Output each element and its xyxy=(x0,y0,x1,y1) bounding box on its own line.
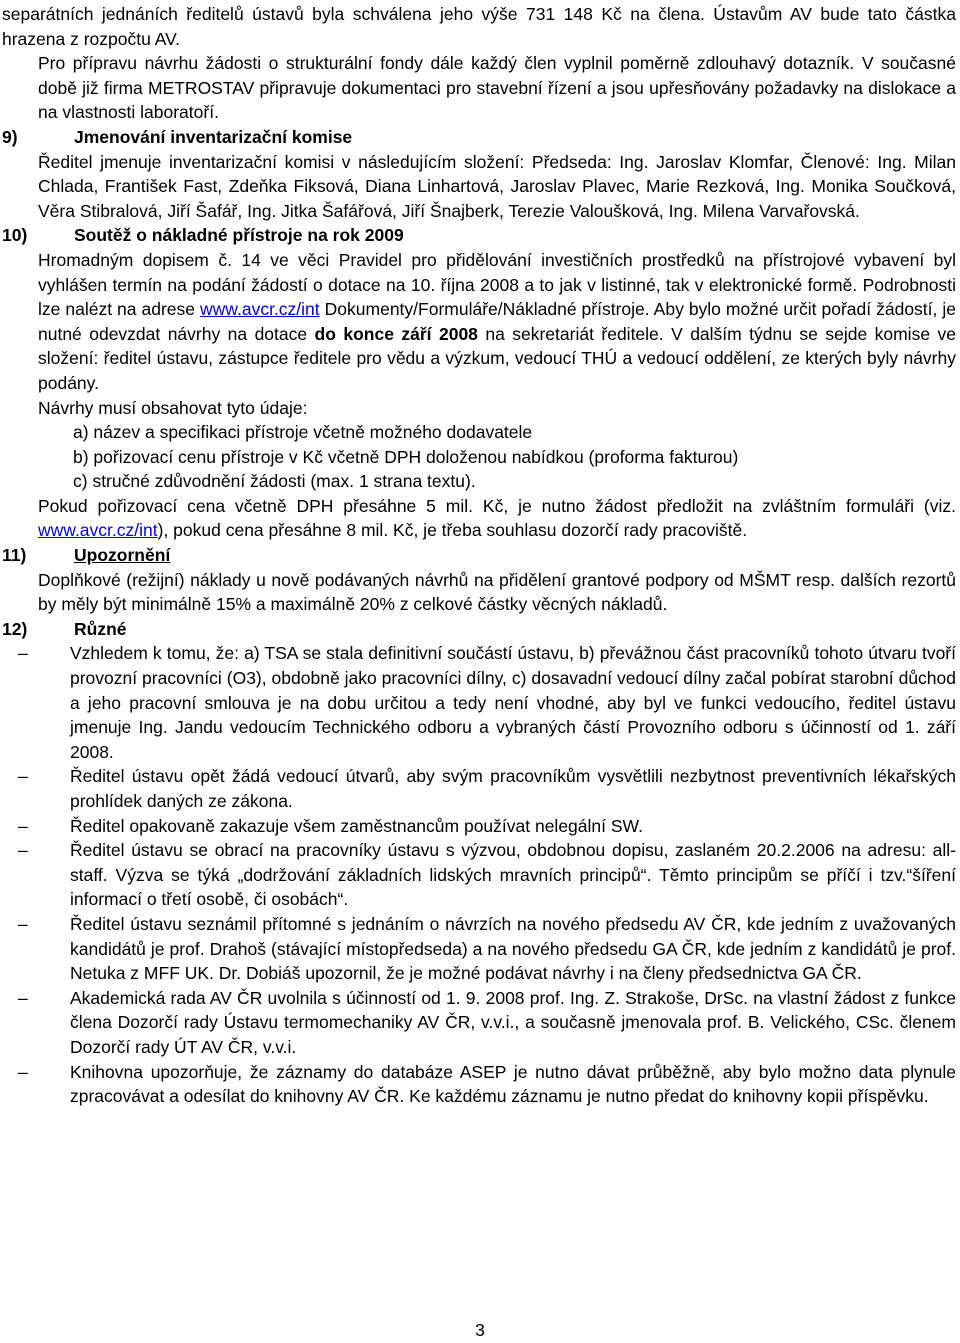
section-10-paragraph-3 xyxy=(38,494,956,543)
dash-bullet: – xyxy=(18,987,28,1008)
list-item xyxy=(2,764,956,813)
avcr-link[interactable]: www.avcr.cz/int xyxy=(38,520,158,541)
list-item xyxy=(2,912,956,986)
section-10-paragraph-2: Návrhy musí obsahovat tyto údaje: xyxy=(38,397,308,418)
list-item xyxy=(2,986,956,1060)
list-item: b) pořizovací cenu přístroje v Kč včetně DPH doloženou nabídkou (proforma fakturou) xyxy=(73,446,739,467)
page-number: 3 xyxy=(475,1320,485,1340)
bullet-text: Ředitel ústavu opět žádá vedoucí útvarů, aby svým pracovníkům vysvětlili nezbytnost preventivních lékařských prohlídek daných ze zákona. xyxy=(70,766,956,811)
bullet-text: Knihovna upozorňuje, že záznamy do databáze ASEP je nutno dávat průběžně, aby bylo možno data plynule zpracovávat a odesílat do knihovny AV ČR. Ke každému záznamu je nutno předat do knihovny kopii příspěvku. xyxy=(70,1061,956,1107)
section-title: Různé xyxy=(74,618,127,639)
section-title: Jmenování inventarizační komise xyxy=(74,126,353,147)
dash-bullet: – xyxy=(18,913,28,934)
bullet-text: Ředitel ústavu seznámil přítomné s jednáním o návrzích na nového předsedu AV ČR, kde jedním z uvažovaných kandidátů je prof. Drahoš (stávající místopředseda) a na nového předsedu GA ČR, kde jedním z kandidátů je prof. Netuka z MFF UK. Dr. Dobiáš upozornil, že je možné podávat návrhy i na členy předsednictva GA ČR. xyxy=(70,913,956,984)
list-item: c) stručné zdůvodnění žádosti (max. 1 strana textu). xyxy=(73,471,476,492)
dash-bullet: – xyxy=(18,643,28,664)
requirements-list xyxy=(38,420,956,494)
intro-paragraph-1: separátních jednáních ředitelů ústavů byla schválena jeho výše 731 148 Kč na člena. Ústavům AV bude tato částka hrazena z rozpočtu AV. xyxy=(2,4,956,49)
bullet-text: Vzhledem k tomu, že: a) TSA se stala definitivní součástí ústavu, b) převážnou část pracovníků tohoto útvaru tvoří provozní pracovníci (O3), obdobně jako pracovníci dílny, c) dosavadní vedoucí dílny začal pobírat starobní důchod a jeho pracovní smlouva je na dobu určitou a tedy není vhodné, aby byl ve funkci vedoucího, ředitel ústavu jmenuje Ing. Jandu vedoucím Technického odboru a vybraných částí Provozního odboru s účinností od 1. září 2008. xyxy=(70,643,956,762)
dash-bullet: – xyxy=(18,1061,28,1082)
text-run: ), pokud cena přesáhne 8 mil. Kč, je třeba souhlasu dozorčí rady pracoviště. xyxy=(157,520,748,541)
bullet-text: Akademická rada AV ČR uvolnila s účinností od 1. 9. 2008 prof. Ing. Z. Strakoše, DrSc. na vlastní žádost z funkce člena Dozorčí rady Ústavu termomechaniky AV ČR, v.v.i., a současně jmenovala prof. B. Velického, CSc. členem Dozorčí rady ÚT AV ČR, v.v.i. xyxy=(70,987,956,1057)
dash-bullet: – xyxy=(18,766,28,787)
avcr-link[interactable]: www.avcr.cz/int xyxy=(200,299,320,320)
section-9-text: Ředitel jmenuje inventarizační komisi v následujícím složení: Předseda: Ing. Jaroslav Klomfar, Členové: Ing. Milan Chlada, František Fast, Zdeňka Fiksová, Diana Linhartová, Jaroslav Plavec, Marie Rezková, Ing. Monika Součková, Věra Stibralová, Jiří Šafář, Ing. Jitka Šafářová, Jiří Šnajberk, Terezie Valoušková, Ing. Milena Varvařovská. xyxy=(38,151,956,221)
dash-bullet: – xyxy=(18,840,28,861)
section-11-text: Doplňkové (režijní) náklady u nově podávaných návrhů na přidělení grantové podpory od MŠMT resp. dalších rezortů by měly být minimálně 15% a maximálně 20% z celkové částky věcných nákladů. xyxy=(38,569,956,615)
section-12-heading xyxy=(2,617,956,642)
list-item xyxy=(2,1060,956,1109)
misc-bullet-list xyxy=(2,641,956,1108)
deadline-bold: do konce září 2008 xyxy=(314,323,478,344)
intro-paragraph-2: Pro přípravu návrhu žádosti o strukturální fondy dále každý člen vyplnil poměrně zdlouhavý dotazník. V současné době již firma METROSTAV připravuje dokumentaci pro stavební řízení a jsou upřesňovány požadavky na dislokace a na vlastnosti laboratoří. xyxy=(38,53,956,123)
document-page xyxy=(2,2,956,1109)
list-item xyxy=(2,641,956,764)
section-number: 11) xyxy=(2,545,27,566)
text-run: Dokumenty/Formuláře/Nákladné přístroje. Aby bylo možné určit pořadí žádostí, je nutné odevzdat návrhy na dotace xyxy=(38,299,956,344)
text-run: Pokud pořizovací cena včetně DPH přesáhne 5 mil. Kč, je nutno žádost předložit na zvláštním formuláři (viz. xyxy=(38,495,956,516)
section-number: 9) xyxy=(2,126,18,147)
section-9-heading xyxy=(2,125,956,150)
bullet-text: Ředitel ústavu se obrací na pracovníky ústavu s výzvou, obdobnou dopisu, zaslaném 20.2.2006 na adresu: all-staff. Výzva se týká „dodržování základních lidských mravních principů“. Těmto principům se příčí i tzv.“šíření informací o třetí osobě, či osobách“. xyxy=(70,840,956,910)
text-run: Hromadným dopisem č. 14 ve věci Pravidel pro přidělování investičních prostředků na přístrojové vybavení byl vyhlášen termín na podání žádostí o dotace na 10. října 2008 a to jak v listinné, tak v elektronické formě. Podrobnosti lze nalézt na adrese xyxy=(38,249,956,320)
bullet-text: Ředitel opakovaně zakazuje všem zaměstnancům používat nelegální SW. xyxy=(70,815,643,836)
dash-bullet: – xyxy=(18,815,28,836)
section-number: 12) xyxy=(2,618,28,639)
list-item: a) název a specifikaci přístroje včetně možného dodavatele xyxy=(73,422,533,443)
section-number: 10) xyxy=(2,225,28,246)
text-run: na sekretariát ředitele. V dalším týdnu se sejde komise ve složení: ředitel ústavu, zástupce ředitele pro vědu a výzkum, vedoucí THÚ a vedoucí oddělení, ze kterých byly návrhy podány. xyxy=(38,323,956,393)
list-item xyxy=(2,838,956,912)
section-10-heading xyxy=(2,223,956,248)
section-title: Soutěž o nákladné přístroje na rok 2009 xyxy=(74,225,404,246)
section-11-heading xyxy=(2,543,956,568)
section-10-paragraph-1 xyxy=(38,248,956,396)
list-item xyxy=(2,814,956,839)
section-title: Upozornění xyxy=(74,545,171,566)
